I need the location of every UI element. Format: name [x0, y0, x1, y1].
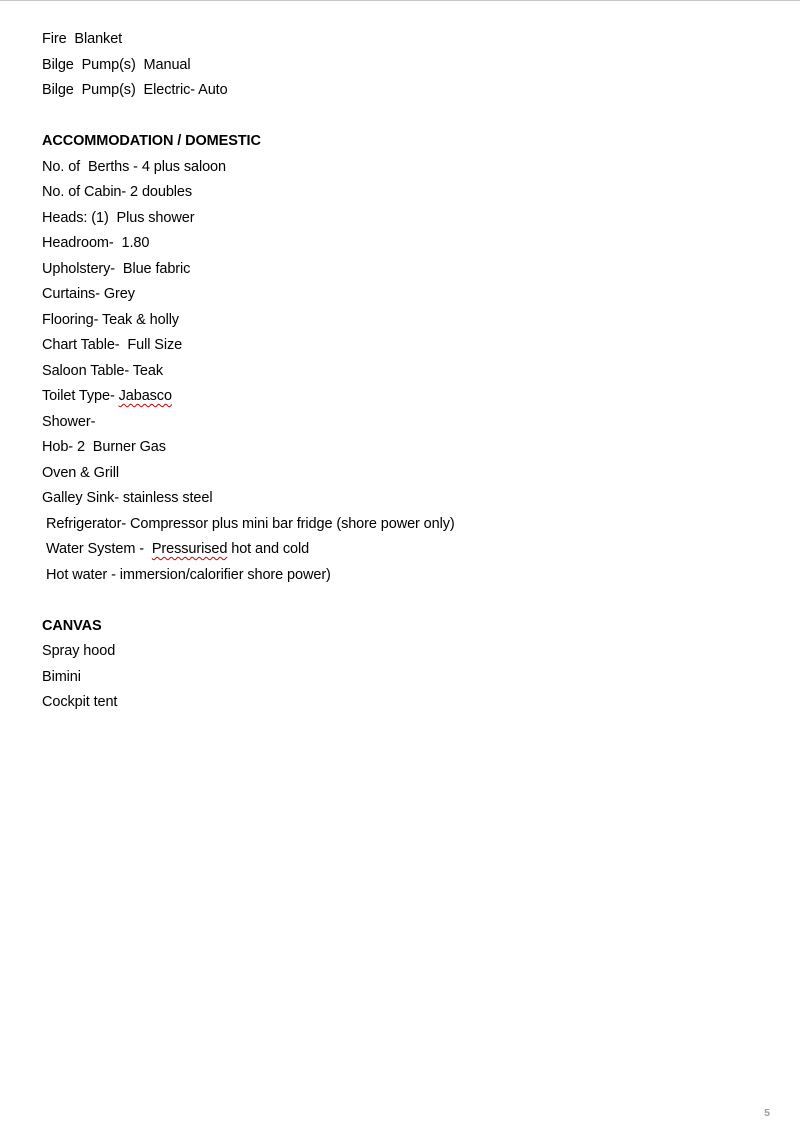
canvas-item-spray-hood: Spray hood: [42, 643, 116, 659]
section-spacer: [42, 104, 762, 130]
section-heading-canvas: CANVAS: [42, 617, 102, 634]
water-system-label: Water System -: [46, 541, 152, 557]
accommodation-item-toilet-type: [42, 384, 762, 410]
accommodation-item-chart-table: Chart Table- Full Size: [42, 337, 183, 353]
toilet-type-value: Jabasco: [118, 388, 172, 404]
safety-item-bilge-pump-manual: Bilge Pump(s) Manual: [42, 56, 191, 73]
accommodation-item-upholstery: Upholstery- Blue fabric: [42, 260, 191, 277]
accommodation-item-heads: Heads: (1) Plus shower: [42, 209, 195, 226]
accommodation-item-flooring: Flooring- Teak & holly: [42, 311, 179, 328]
toilet-type-label: Toilet Type-: [42, 388, 119, 404]
accommodation-item-refrigerator: Refrigerator- Compressor plus mini bar fridge (shore power only): [46, 515, 455, 532]
accommodation-item-hob: Hob- 2 Burner Gas: [42, 439, 166, 455]
accommodation-item-curtains: Curtains- Grey: [42, 286, 135, 302]
canvas-item-bimini: Bimini: [42, 668, 81, 685]
safety-item-bilge-pump-electric: Bilge Pump(s) Electric- Auto: [42, 82, 228, 98]
section-spacer: [42, 588, 762, 614]
safety-item-fire-blanket: Fire Blanket: [42, 31, 123, 47]
accommodation-item-saloon-table: Saloon Table- Teak: [42, 362, 164, 379]
document-body: [42, 27, 762, 716]
water-system-suffix: hot and cold: [227, 541, 310, 557]
water-system-pressurised: Pressurised: [151, 541, 228, 557]
page-number: 5: [764, 1107, 770, 1119]
accommodation-item-berths: No. of Berths - 4 plus saloon: [42, 158, 226, 175]
accommodation-item-headroom: Headroom- 1.80: [42, 235, 150, 251]
accommodation-item-cabins: No. of Cabin- 2 doubles: [42, 184, 193, 200]
accommodation-item-water-system: [42, 537, 762, 563]
canvas-item-cockpit-tent: Cockpit tent: [42, 694, 118, 710]
accommodation-item-shower: Shower-: [42, 413, 96, 430]
page-top-border: [0, 0, 800, 1]
accommodation-item-hot-water: Hot water - immersion/calorifier shore power): [46, 566, 331, 583]
section-heading-accommodation: ACCOMMODATION / DOMESTIC: [42, 133, 261, 149]
accommodation-item-oven: Oven & Grill: [42, 464, 119, 481]
accommodation-item-galley-sink: Galley Sink- stainless steel: [42, 490, 213, 506]
